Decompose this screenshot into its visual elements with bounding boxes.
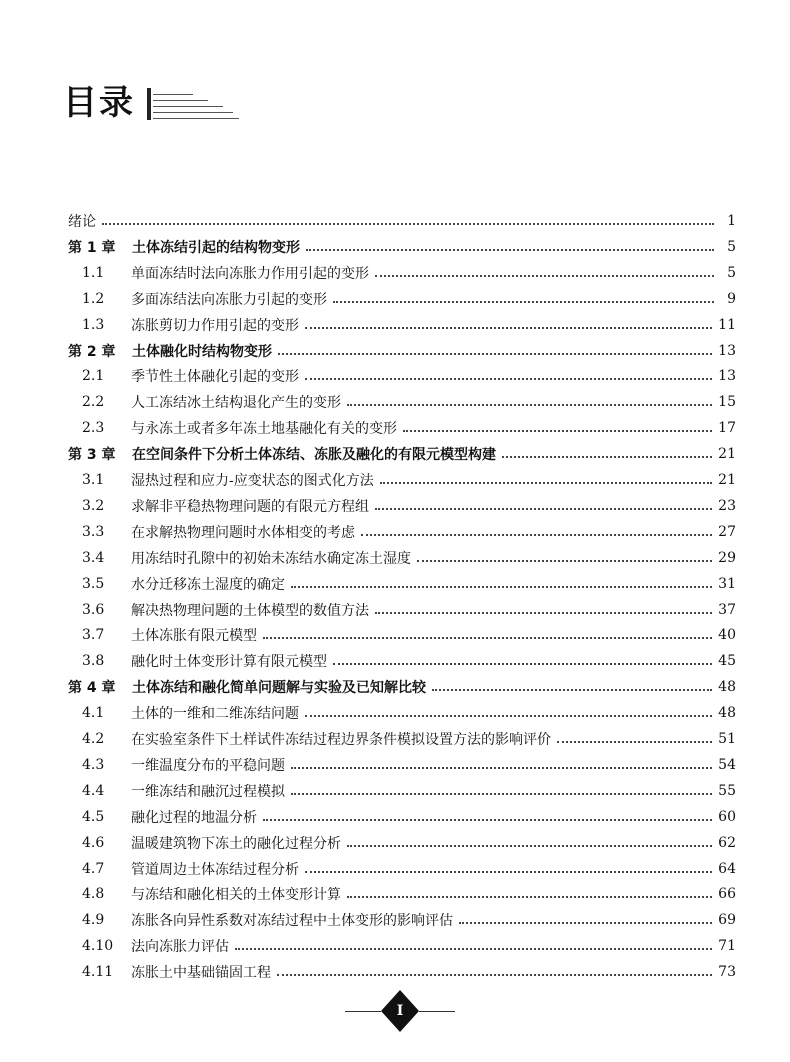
toc-entry-title: 土体冻结引起的结构物变形 xyxy=(132,239,300,256)
toc-entry-number: 3.5 xyxy=(82,575,105,592)
toc-entry-page: 64 xyxy=(718,860,736,877)
toc-entry-number: 3.3 xyxy=(82,523,105,540)
toc-entry-page: 51 xyxy=(718,731,736,747)
toc-leader-dots xyxy=(333,649,712,665)
toc-entry-title: 季节性土体融化引起的变形 xyxy=(131,369,299,386)
toc-leader-dots xyxy=(278,339,712,355)
toc-leader-dots xyxy=(347,882,712,898)
toc-entry-number: 4.11 xyxy=(82,964,114,981)
toc-entry-number: 3.7 xyxy=(82,627,105,644)
toc-entry-number: 3.2 xyxy=(82,497,105,514)
toc-section-entry[interactable] xyxy=(68,389,736,415)
toc-entry-title: 在空间条件下分析土体冻结、冻胀及融化的有限元模型构建 xyxy=(132,447,496,464)
toc-chapter-entry[interactable] xyxy=(68,441,736,467)
title-decoration xyxy=(147,88,239,120)
page-footer xyxy=(345,990,455,1030)
toc-entry-number: 2.3 xyxy=(82,420,105,437)
toc-section-entry[interactable] xyxy=(68,830,736,856)
toc-section-entry[interactable] xyxy=(68,493,736,519)
toc-entry-title: 冻胀各向异性系数对冻结过程中土体变形的影响评估 xyxy=(131,913,453,930)
toc-entry-page: 66 xyxy=(718,886,736,903)
toc-entry-page: 54 xyxy=(718,756,736,773)
toc-entry-title: 一维温度分布的平稳问题 xyxy=(131,757,285,774)
toc-leader-dots xyxy=(432,675,712,691)
page-title: 目录 xyxy=(63,83,135,123)
toc-section-entry[interactable] xyxy=(68,881,736,907)
toc-entry-number: 第 1 章 xyxy=(68,239,116,256)
toc-entry-number: 第 2 章 xyxy=(68,343,116,360)
toc-entry-number: 2.1 xyxy=(82,368,105,385)
toc-entry-title: 在实验室条件下土样试件冻结过程边界条件模拟设置方法的影响评价 xyxy=(131,732,551,748)
toc-leader-dots xyxy=(263,623,712,639)
toc-entry-number: 第 3 章 xyxy=(68,447,116,464)
toc-entry-title: 冻胀剪切力作用引起的变形 xyxy=(131,317,299,334)
toc-entry-number: 3.4 xyxy=(82,549,105,566)
toc-section-entry[interactable] xyxy=(68,726,736,752)
toc-entry-title: 绪论 xyxy=(68,214,96,230)
toc-entry-title: 与冻结和融化相关的土体变形计算 xyxy=(131,887,341,904)
toc-entry-title: 水分迁移冻土湿度的确定 xyxy=(131,576,285,593)
toc-entry-page: 5 xyxy=(727,238,736,255)
toc-leader-dots xyxy=(347,390,712,406)
toc-leader-dots xyxy=(235,934,712,950)
toc-leader-dots xyxy=(102,209,714,225)
toc-section-entry[interactable] xyxy=(68,700,736,726)
toc-section-entry[interactable] xyxy=(68,907,736,933)
toc-section-entry[interactable] xyxy=(68,363,736,389)
toc-entry-number: 4.9 xyxy=(82,912,105,929)
toc-leader-dots xyxy=(305,857,712,873)
page-number: I xyxy=(396,1003,404,1019)
toc-entry-page: 31 xyxy=(718,575,736,592)
toc-entry-page: 21 xyxy=(718,446,736,463)
toc-leader-dots xyxy=(305,364,712,380)
toc-entry-page: 1 xyxy=(727,213,736,229)
toc-entry-page: 73 xyxy=(718,964,736,981)
toc-entry-page: 29 xyxy=(718,549,736,566)
toc-entry-title: 土体冻结和融化简单问题解与实验及已知解比较 xyxy=(132,680,426,697)
toc-chapter-entry[interactable] xyxy=(68,234,736,260)
toc-entry-title: 湿热过程和应力-应变状态的图式化方法 xyxy=(131,473,374,489)
toc-entry-page: 13 xyxy=(718,368,736,385)
toc-leader-dots xyxy=(263,805,712,821)
toc-intro-entry[interactable] xyxy=(68,208,736,234)
toc-entry-title: 法向冻胀力评估 xyxy=(131,939,229,956)
toc-section-entry[interactable] xyxy=(68,752,736,778)
toc-section-entry[interactable] xyxy=(68,933,736,959)
toc-leader-dots xyxy=(333,287,714,303)
toc-entry-number: 1.2 xyxy=(82,290,105,307)
toc-section-entry[interactable] xyxy=(68,286,736,312)
toc-entry-title: 土体的一维和二维冻结问题 xyxy=(131,706,299,723)
toc-entry-title: 在求解热物理问题时水体相变的考虑 xyxy=(131,524,355,541)
toc-chapter-entry[interactable] xyxy=(68,674,736,700)
toc-leader-dots xyxy=(502,442,712,458)
toc-entry-title: 土体融化时结构物变形 xyxy=(132,343,272,360)
toc-leader-dots xyxy=(291,753,712,769)
toc-entry-page: 40 xyxy=(718,627,736,644)
toc-entry-page: 21 xyxy=(718,472,736,488)
toc-entry-page: 71 xyxy=(718,938,736,955)
toc-leader-dots xyxy=(291,779,712,795)
toc-entry-page: 27 xyxy=(718,523,736,540)
toc-entry-page: 37 xyxy=(718,601,736,618)
toc-entry-page: 5 xyxy=(727,264,736,281)
toc-entry-number: 4.10 xyxy=(82,938,114,955)
toc-entry-page: 48 xyxy=(718,679,736,696)
toc-section-entry[interactable] xyxy=(68,597,736,623)
toc-entry-number: 4.3 xyxy=(82,756,105,773)
toc-entry-number: 1.3 xyxy=(82,316,105,333)
toc-section-entry[interactable] xyxy=(68,467,736,493)
toc-entry-number: 4.2 xyxy=(82,731,105,747)
toc-section-entry[interactable] xyxy=(68,648,736,674)
toc-entry-page: 55 xyxy=(718,782,736,799)
toc-section-entry[interactable] xyxy=(68,545,736,571)
toc-section-entry[interactable] xyxy=(68,312,736,338)
toc-entry-title: 管道周边土体冻结过程分析 xyxy=(131,861,299,878)
toc-entry-number: 3.6 xyxy=(82,601,105,618)
toc-section-entry[interactable] xyxy=(68,571,736,597)
toc-section-entry[interactable] xyxy=(68,778,736,804)
toc-leader-dots xyxy=(380,468,712,484)
toc-leader-dots xyxy=(347,831,712,847)
toc-entry-title: 冻胀土中基础锚固工程 xyxy=(131,965,271,982)
toc-entry-title: 融化过程的地温分析 xyxy=(131,809,257,826)
toc-entry-page: 23 xyxy=(718,497,736,514)
toc-entry-page: 62 xyxy=(718,834,736,851)
toc-entry-title: 用冻结时孔隙中的初始未冻结水确定冻土湿度 xyxy=(131,550,411,567)
toc-leader-dots xyxy=(375,261,714,277)
toc-section-entry[interactable] xyxy=(68,622,736,648)
toc-entry-title: 与永冻土或者多年冻土地基融化有关的变形 xyxy=(131,421,397,438)
toc-entry-number: 4.8 xyxy=(82,886,105,903)
toc-entry-title: 人工冻结冰土结构退化产生的变形 xyxy=(131,395,341,412)
toc-section-entry[interactable] xyxy=(68,804,736,830)
toc-leader-dots xyxy=(291,572,712,588)
toc-leader-dots xyxy=(361,520,712,536)
toc-chapter-entry[interactable] xyxy=(68,338,736,364)
toc-leader-dots xyxy=(375,598,712,614)
toc-entry-page: 15 xyxy=(718,394,736,411)
toc-section-entry[interactable] xyxy=(68,260,736,286)
toc-entry-page: 48 xyxy=(718,705,736,722)
toc-entry-number: 3.8 xyxy=(82,653,105,670)
toc-entry-number: 4.4 xyxy=(82,782,105,799)
toc-leader-dots xyxy=(305,701,712,717)
toc-leader-dots xyxy=(306,235,714,251)
toc-entry-page: 13 xyxy=(718,342,736,359)
toc-entry-page: 69 xyxy=(718,912,736,929)
page-header xyxy=(63,78,135,128)
toc-section-entry[interactable] xyxy=(68,856,736,882)
toc-entry-page: 17 xyxy=(718,420,736,437)
toc-entry-page: 60 xyxy=(718,808,736,825)
toc-leader-dots xyxy=(557,727,712,743)
toc-entry-page: 11 xyxy=(718,316,736,333)
toc-entry-number: 1.1 xyxy=(82,264,105,281)
toc-entry-title: 土体冻胀有限元模型 xyxy=(131,628,257,645)
toc-entry-title: 融化时土体变形计算有限元模型 xyxy=(131,654,327,671)
toc-entry-title: 一维冻结和融沉过程模拟 xyxy=(131,783,285,800)
toc-entry-title: 单面冻结时法向冻胀力作用引起的变形 xyxy=(131,265,369,282)
toc-entry-page: 9 xyxy=(727,290,736,307)
toc-entry-number: 3.1 xyxy=(82,472,105,488)
toc-leader-dots xyxy=(375,494,712,510)
toc-entry-title: 温暖建筑物下冻土的融化过程分析 xyxy=(131,835,341,852)
toc-entry-title: 多面冻结法向冻胀力引起的变形 xyxy=(131,291,327,308)
toc-leader-dots xyxy=(403,416,712,432)
toc-leader-dots xyxy=(417,546,712,562)
toc-leader-dots xyxy=(459,908,712,924)
toc-leader-dots xyxy=(277,960,712,976)
toc-entry-number: 2.2 xyxy=(82,394,105,411)
toc-entry-page: 45 xyxy=(718,653,736,670)
toc-entry-number: 4.5 xyxy=(82,808,105,825)
toc-section-entry[interactable] xyxy=(68,415,736,441)
toc-section-entry[interactable] xyxy=(68,959,736,985)
toc-section-entry[interactable] xyxy=(68,519,736,545)
toc-entry-title: 求解非平稳热物理问题的有限元方程组 xyxy=(131,498,369,515)
toc-entry-number: 4.6 xyxy=(82,834,105,851)
toc-entry-title: 解决热物理问题的土体模型的数值方法 xyxy=(131,602,369,619)
toc-leader-dots xyxy=(305,313,712,329)
toc-entry-number: 4.7 xyxy=(82,860,105,877)
toc-entry-number: 4.1 xyxy=(82,705,105,722)
toc-entry-number: 第 4 章 xyxy=(68,680,116,697)
